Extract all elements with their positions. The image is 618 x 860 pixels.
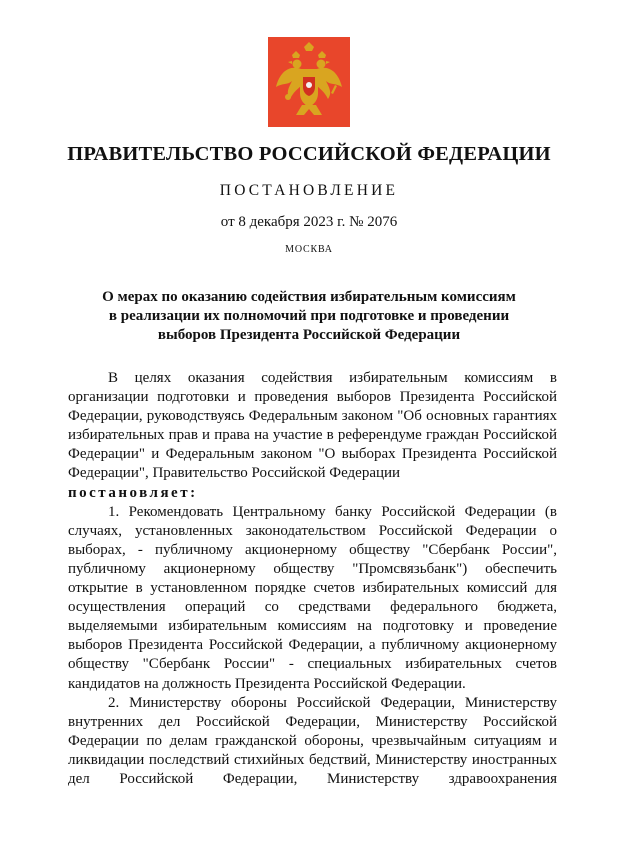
double-headed-eagle-icon	[268, 37, 350, 127]
government-title: ПРАВИТЕЛЬСТВО РОССИЙСКОЙ ФЕДЕРАЦИИ	[67, 143, 551, 165]
document-heading	[0, 288, 618, 345]
document-type: ПОСТАНОВЛЕНИЕ	[219, 182, 399, 199]
document-body	[68, 369, 557, 789]
preamble-paragraph: В целях оказания содействия избирательным комиссиям в организации подготовки и проведения выборов Президента Российской Федерации, руководствуясь Федеральным законом "Об основных гарантиях избирательных прав и права на участие в референдуме граждан Российской Федерации" и Федеральным законом "О выборах Президента Российской Федерации", Правительство Российской Федерации	[68, 370, 557, 482]
clause-1: 1. Рекомендовать Центральному банку Российской Федерации (в случаях, установленных законодательством Российской Федерации о выборах, - публичному акционерному обществу "Сбербанк России", публичному акционерному обществу "Промсвязьбанк") обеспечить открытие в установленном порядке счетов избирательных комиссий для осуществления операций со средствами федерального бюджета, выделяемыми избирательным комиссиям на подготовку и проведение выборов Президента Российской Федерации, а публичному акционерному обществу "Сбербанк России" - специальных избирательных счетов кандидатов на должность Президента Российской Федерации.	[68, 503, 557, 692]
decrees-word: постановляет:	[68, 484, 198, 501]
city: МОСКВА	[285, 244, 333, 255]
clause-2: 2. Министерству обороны Российской Федерации, Министерству внутренних дел Российской Федерации, Министерству Российской Федерации по делам гражданской обороны, чрезвычайным ситуациям и ликвидации последствий стихийных бедствий, Министерству иностранных дел Российской Федерации, Министерству здравоохранения	[68, 694, 557, 787]
heading-line: выборов Президента Российской Федерации	[157, 327, 461, 343]
date-number-line: от 8 декабря 2023 г. № 2076	[220, 214, 398, 230]
state-emblem	[268, 37, 350, 127]
heading-line: О мерах по оказанию содействия избирательным комиссиям	[102, 289, 516, 305]
heading-line: в реализации их полномочий при подготовке и проведении	[108, 308, 510, 324]
